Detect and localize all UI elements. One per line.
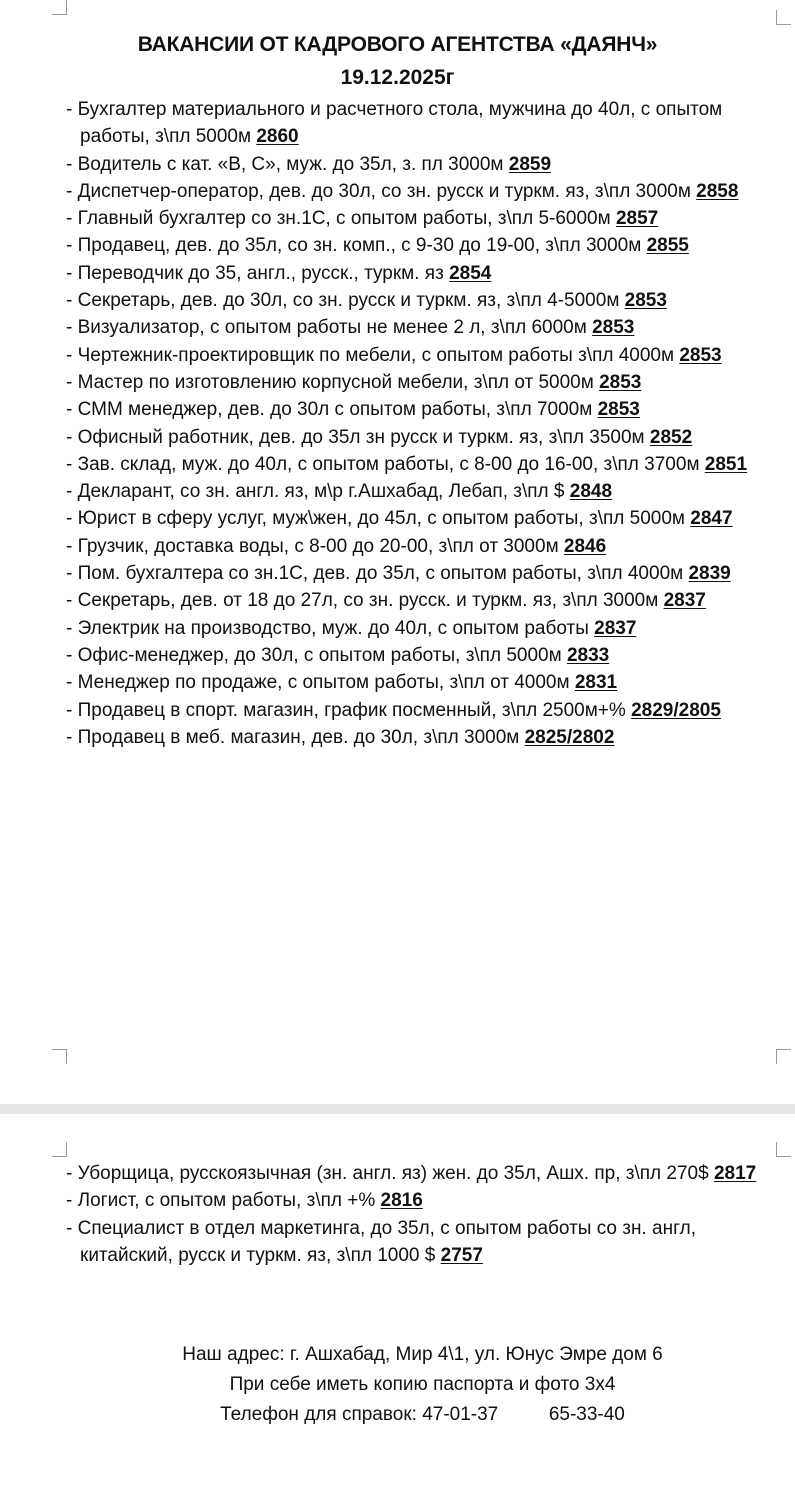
vacancy-code: 2852: [649, 426, 693, 448]
vacancy-item: [66, 587, 786, 614]
vacancy-text: - Секретарь, дев. от 18 до 27л, со зн. русск. и туркм. яз, з\пл 3000м: [66, 590, 664, 612]
vacancy-item: [66, 642, 786, 669]
vacancy-item: [66, 1215, 786, 1270]
vacancy-text: - Диспетчер-оператор, дев. до 30л, со зн. русск и туркм. яз, з\пл 3000м: [66, 180, 697, 202]
vacancy-text: - Логист, с опытом работы, з\пл +%: [66, 1190, 381, 1212]
vacancy-code: 2860: [256, 126, 299, 148]
vacancy-item: [66, 342, 786, 369]
vacancy-item: [66, 151, 786, 178]
vacancy-text: - Продавец в меб. магазин, дев. до 30л, з\пл 3000м: [66, 726, 525, 748]
page-corner-mark: [776, 1142, 791, 1157]
vacancy-item: [66, 533, 786, 560]
vacancy-item: [66, 1160, 786, 1187]
vacancy-text: - Главный бухгалтер со зн.1С, с опытом работы, з\пл 5-6000м: [66, 208, 616, 230]
document-title: ВАКАНСИИ ОТ КАДРОВОГО АГЕНТСТВА «ДАЯНЧ»: [137, 33, 658, 56]
document-page-2: [0, 1114, 795, 1500]
vacancy-text: - СММ менеджер, дев. до 30л с опытом работы, з\пл 7000м: [66, 399, 598, 421]
vacancy-text: - Уборщица, русскоязычная (зн. англ. яз) жен. до 35л, Ашх. пр, з\пл 270$: [66, 1163, 714, 1184]
vacancy-code: 2853: [599, 371, 642, 393]
vacancy-text: - Офис-менеджер, до 30л, с опытом работы, з\пл 5000м: [66, 644, 567, 666]
vacancy-code: 2825/2802: [524, 726, 615, 748]
vacancy-code: 2857: [615, 208, 659, 230]
vacancy-item: [66, 260, 786, 287]
vacancy-list: [66, 96, 786, 751]
vacancy-code: 2847: [690, 508, 733, 530]
vacancy-item: [66, 560, 786, 587]
vacancy-text: китайский, русск и туркм. яз, з\пл 1000 $: [80, 1244, 441, 1266]
phone-2: 65-33-40: [548, 1404, 625, 1425]
vacancy-text: - Переводчик до 35, англ., русск., туркм. яз: [66, 262, 450, 284]
vacancy-text: - Чертежник-проектировщик по мебели, с опытом работы з\пл 4000м: [66, 344, 680, 366]
vacancy-text: - Продавец, дев. до 35л, со зн. комп., с 9-30 до 19-00, з\пл 3000м: [66, 235, 647, 257]
documents-line: При себе иметь копию паспорта и фото 3х4: [229, 1374, 616, 1395]
vacancy-item: [66, 505, 786, 532]
vacancy-text: - Декларант, со зн. англ. яз, м\р г.Ашхабад, Лебап, з\пл $: [66, 481, 570, 503]
vacancy-item: [66, 396, 786, 423]
vacancy-item: [66, 478, 786, 505]
vacancy-text: - Пом. бухгалтера со зн.1С, дев. до 35л, с опытом работы, з\пл 4000м: [66, 563, 689, 585]
phones-line: [0, 1400, 795, 1430]
vacancy-item: [66, 451, 786, 478]
vacancy-item: [66, 424, 786, 451]
vacancy-code: 2851: [704, 453, 748, 475]
vacancy-code: 2837: [594, 617, 637, 639]
vacancy-code: 2846: [563, 535, 607, 557]
vacancy-code: 2853: [679, 344, 722, 366]
vacancy-item: [66, 287, 786, 314]
vacancy-text: - Секретарь, дев. до 30л, со зн. русск и туркм. яз, з\пл 4-5000м: [66, 290, 625, 312]
vacancy-text: - Визуализатор, с опытом работы не менее 2 л, з\пл 6000м: [66, 317, 593, 339]
vacancy-code: 2837: [663, 590, 706, 612]
vacancy-code: 2816: [380, 1190, 423, 1212]
vacancy-text: - Специалист в отдел маркетинга, до 35л, с опытом работы со зн. англ,: [66, 1217, 696, 1239]
phone-1: Телефон для справок: 47-01-37: [220, 1404, 499, 1425]
vacancy-code: 2858: [696, 180, 739, 202]
vacancy-text: - Мастер по изготовлению корпусной мебели, з\пл от 5000м: [66, 371, 600, 393]
vacancy-text: - Водитель с кат. «В, С», муж. до 35л, з. пл 3000м: [66, 153, 509, 175]
vacancy-code: 2853: [592, 317, 635, 339]
vacancy-code: 2817: [713, 1163, 757, 1184]
page-corner-mark: [52, 1142, 67, 1157]
vacancy-code: 2839: [688, 563, 731, 585]
vacancy-text: - Бухгалтер материального и расчетного стола, мужчина до 40л, с опытом: [66, 99, 723, 120]
vacancy-item: [66, 232, 786, 259]
vacancy-code: 2833: [566, 644, 610, 666]
vacancy-item: [66, 724, 786, 751]
vacancy-list: [66, 1160, 786, 1269]
vacancy-text: - Грузчик, доставка воды, с 8-00 до 20-00, з\пл от 3000м: [66, 535, 564, 557]
vacancy-code: 2859: [508, 153, 552, 175]
vacancy-text: - Зав. склад, муж. до 40л, с опытом работы, с 8-00 до 16-00, з\пл 3700м: [66, 453, 705, 475]
vacancy-item: [66, 669, 786, 696]
vacancy-text: - Офисный работник, дев. до 35л зн русск и туркм. яз, з\пл 3500м: [66, 426, 650, 448]
vacancy-code: 2855: [646, 235, 689, 257]
vacancy-text: - Юрист в сферу услуг, муж\жен, до 45л, с опытом работы, з\пл 5000м: [66, 508, 691, 530]
vacancy-item: [66, 369, 786, 396]
vacancy-text: - Электрик на производство, муж. до 40л, с опытом работы: [66, 617, 595, 639]
vacancy-item: [66, 96, 786, 151]
vacancy-code: 2854: [449, 262, 492, 284]
address-line: Наш адрес: г. Ашхабад, Мир 4\1, ул. Юнус Эмре дом 6: [182, 1344, 663, 1365]
vacancy-code: 2848: [569, 481, 613, 503]
vacancy-code: 2829/2805: [631, 699, 721, 721]
vacancy-item: [66, 615, 786, 642]
vacancy-item: [66, 314, 786, 341]
vacancy-code: 2831: [574, 672, 618, 694]
vacancy-code: 2757: [440, 1244, 483, 1266]
vacancy-code: 2853: [597, 399, 640, 421]
vacancy-item: [66, 1187, 786, 1214]
page-corner-mark: [776, 1049, 791, 1064]
vacancy-text: - Менеджер по продаже, с опытом работы, з\пл от 4000м: [66, 672, 575, 694]
vacancy-code: 2853: [624, 290, 667, 312]
vacancy-text: работы, з\пл 5000м: [80, 126, 257, 148]
vacancy-item: [66, 205, 786, 232]
contact-footer: [0, 1340, 795, 1430]
page-corner-mark: [52, 1049, 67, 1064]
page-corner-mark: [52, 0, 67, 15]
vacancy-item: [66, 697, 786, 724]
vacancy-item: [66, 178, 786, 205]
page-corner-mark: [776, 10, 791, 25]
page-separator: [0, 1104, 795, 1114]
document-date: 19.12.2025г: [340, 66, 455, 89]
vacancy-text: - Продавец в спорт. магазин, график посменный, з\пл 2500м+%: [66, 699, 632, 721]
